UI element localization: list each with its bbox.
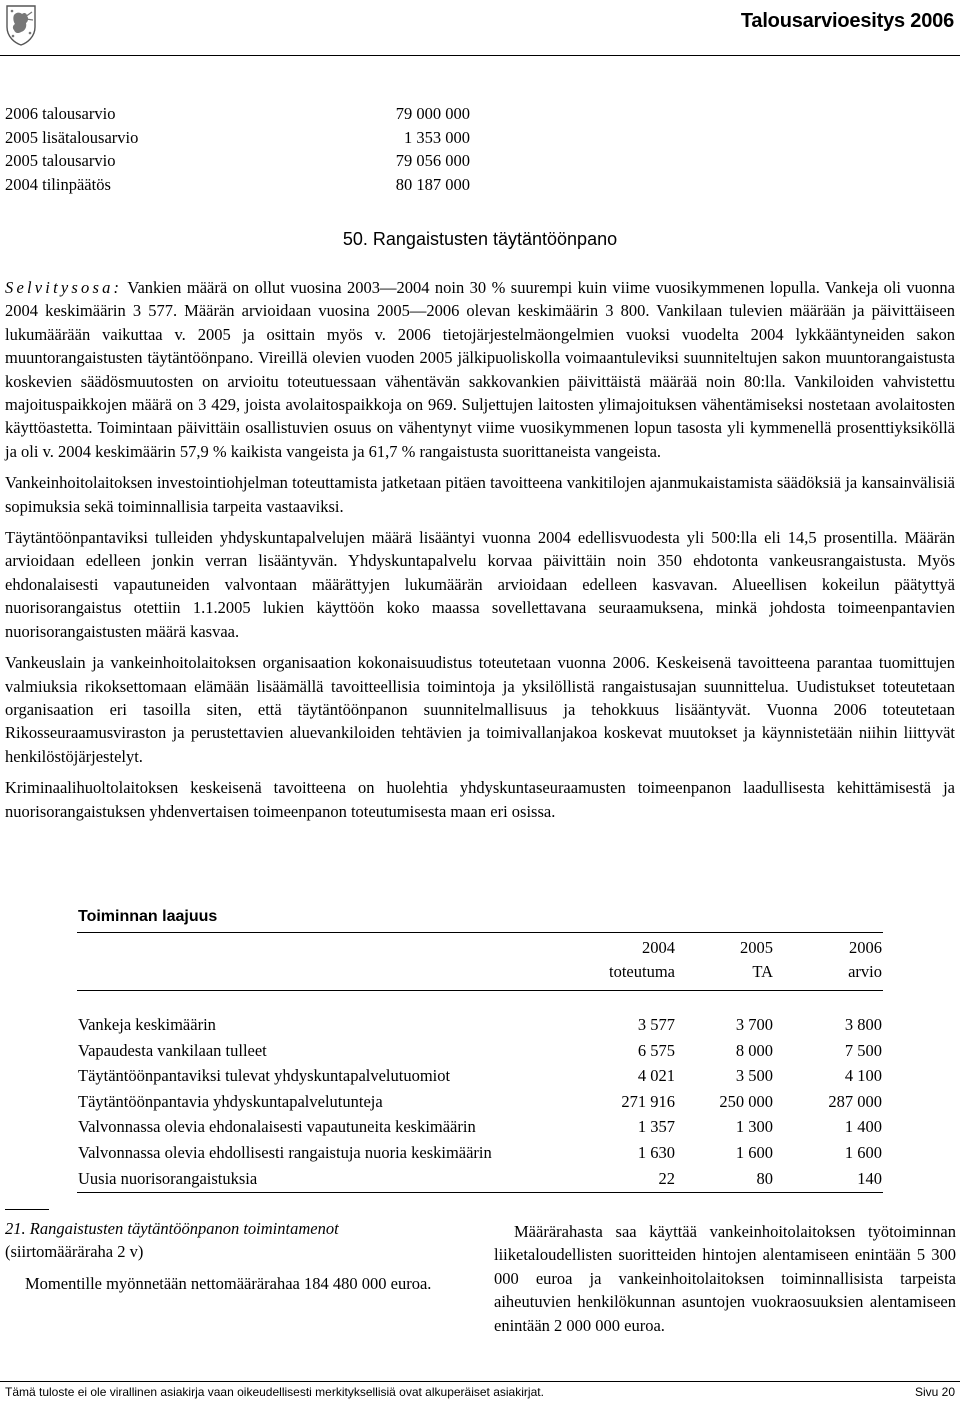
row-label: Uusia nuorisorangaistuksia [78, 1168, 258, 1188]
header-year: 2006 [849, 938, 882, 957]
table-bottom-rule [77, 1192, 883, 1193]
moment-right-column [494, 1220, 956, 1337]
explanation-label: Selvitysosa: [5, 278, 123, 297]
cell-2006: 1 400 [844, 1117, 882, 1137]
budget-summary [5, 102, 475, 196]
table-row [77, 1063, 883, 1089]
budget-line-label: 2005 talousarvio [5, 151, 116, 170]
row-label: Valvonnassa olevia ehdollisesti rangaistuja nuoria keskimäärin [78, 1142, 492, 1162]
cell-2006: 1 600 [844, 1142, 882, 1162]
budget-line [5, 126, 475, 150]
header-sub: toteutuma [609, 961, 675, 981]
budget-line [5, 173, 475, 197]
footer-disclaimer: Tämä tuloste ei ole virallinen asiakirja vaan oikeudellisesti merkityksellisiä ovat alkuperäiset asiakirjat. [5, 1385, 544, 1399]
column-header-2006 [848, 936, 882, 983]
moment-heading [5, 1217, 467, 1264]
header-divider [0, 55, 960, 56]
section-heading: 50. Rangaistusten täytäntöönpano [342, 229, 618, 249]
table-header-rule [77, 990, 883, 991]
cell-2006: 7 500 [844, 1040, 882, 1060]
moment-right-text: Määrärahasta saa käyttää vankeinhoitolaitoksen työtoiminnan liiketaloudellisten suoritteiden hintojen alentamiseen enintään 5 300 000 euroa ja vankeinhoitolaitoksen toiminnallisista tarpeista aiheutuvien henkilökunnan asuntojen vuokraosuuksien alentamiseen enintään 2 000 000 euroa. [494, 1222, 956, 1335]
cell-2004: 271 916 [621, 1091, 675, 1111]
paragraph-text: Vankien määrä on ollut vuosina 2003—2004 noin 30 % suurempi kuin viime vuosikymmenen lopulla. Vankeja oli vuonna 2004 keskimäärin 3 577. Määrän arvioidaan vuosina 2005—2006 olevan keskimäärin 3 800. Vankilaan tulevien määrään ja päivittäiseen lukumäärään vaikuttaa v. 2005 ja osittain myös v. 2006 tietojärjestelmäongelmien vuoksi vuodelta 2004 lykkääntyneiden sakon muuntorangaistusten täytäntöönpano. Vireillä olevien vuoden 2005 jälkipuoliskolla voimaantuleviksi suunniteltujen sakon muuntorangaistusta koskevien säädösmuutosten on arvioitu toteutuessaan vähentävän sakkovankien päivittäistä määrää noin 80:lla. Vankiloiden vahvistettu majoituspaikkojen määrä on 3 429, joista avolaitospaikkoja on 969. Suljettujen laitosten ylimajoituksen vähentämiseksi nostetaan avolaitosten käyttöastetta. Toimintaan päivittäin osallistuvien osuus on vähentynyt viime vuosikymmenen lopun tasosta yli kymmenellä prosenttiyksiköllä ja oli v. 2004 keskimäärin 57,9 % kaikista vangeista ja 61,7 % rangaistusta suorittaneista vangeista. [5, 278, 955, 461]
cell-2005: 80 [756, 1168, 773, 1188]
footer-divider [0, 1381, 960, 1382]
cell-2004: 4 021 [637, 1066, 675, 1086]
budget-line-amount: 79 056 000 [395, 151, 470, 170]
header-year: 2004 [642, 938, 675, 957]
header-sub: TA [752, 961, 773, 981]
cell-2004: 3 577 [637, 1015, 675, 1034]
cell-2006: 3 800 [844, 1015, 882, 1034]
cell-2006: 140 [857, 1168, 882, 1188]
table-row [77, 1140, 883, 1166]
cell-2005: 8 000 [735, 1040, 773, 1060]
header-year: 2005 [740, 938, 773, 957]
row-label: Täytäntöönpantaviksi tulevat yhdyskuntapalvelutuomiot [78, 1066, 451, 1086]
page-number: Sivu 20 [914, 1385, 955, 1399]
column-header-2005 [740, 936, 773, 983]
column-header-2004 [609, 936, 675, 983]
paragraph [5, 276, 955, 463]
cell-2004: 22 [658, 1168, 675, 1188]
budget-line-label: 2006 talousarvio [5, 104, 116, 123]
moment-subtitle: (siirtomääräraha 2 v) [5, 1242, 144, 1262]
section-divider [5, 1209, 49, 1210]
row-label: Täytäntöönpantavia yhdyskuntapalvelutunteja [78, 1091, 383, 1111]
table-row [77, 1114, 883, 1140]
cell-2004: 1 357 [637, 1117, 675, 1137]
paragraph: Kriminaalihuoltolaitoksen keskeisenä tavoitteena on huolehtia yhdyskuntaseuraamusten toimeenpanon laadullisesta kehittämisestä ja nuorisorangaistuksen yhdenvertaisen toimeenpanon toteutumisesta maan eri osissa. [5, 778, 955, 821]
table-body [77, 1012, 883, 1191]
table-row [77, 1089, 883, 1115]
cell-2006: 287 000 [828, 1091, 882, 1111]
budget-line [5, 102, 475, 126]
paragraph: Vankeuslain ja vankeinhoitolaitoksen organisaation kokonaisuudistus toteutetaan vuonna 2006. Keskeisenä tavoitteena parantaa tuomittujen valmiuksia rikoksettomaan elämään lisäämällä tavoitteellisia toimintoja ja yksilöllistä rangaistusajan suunnittelua. Uudistukset toteutetaan organisaation eri tasoilla siten, että täytäntöönpanon suunnitelmallisuus ja tehokkuus lisääntyvät. Vuonna 2006 toteutetaan Rikosseuraamusviraston ja perustettavien aluevankiloiden tehtävien ja toimivallanjakoa koskevat muutokset ja käynnistetään niihin liittyvät henkilöstöjärjestelyt. [5, 653, 955, 766]
table-title: Toiminnan laajuus [78, 908, 218, 925]
table-row [77, 1038, 883, 1064]
budget-line-label: 2005 lisätalousarvio [5, 127, 139, 147]
explanation-section [5, 276, 955, 831]
cell-2004: 1 630 [637, 1142, 675, 1162]
table-row [77, 1012, 883, 1038]
cell-2005: 3 500 [735, 1066, 773, 1086]
moment-text: Momentille myönnetään nettomäärärahaa 184 480 000 euroa. [25, 1273, 432, 1293]
document-title: Talousarvioesitys 2006 [740, 10, 954, 32]
budget-line [5, 149, 475, 173]
cell-2006: 4 100 [844, 1066, 882, 1086]
table-row [77, 1166, 883, 1192]
paragraph: Vankeinhoitolaitoksen investointiohjelman toteuttamista jatketaan pitäen tavoitteena vankitilojen ajanmukaistamista säädöksiä ja kansainvälisiä sopimuksia sekä toiminnallisia tarpeita vastaaviksi. [5, 473, 955, 516]
budget-line-label: 2004 tilinpäätös [5, 174, 111, 194]
budget-line-amount: 80 187 000 [395, 174, 470, 194]
row-label: Valvonnassa olevia ehdonalaisesti vapautuneita keskimäärin [78, 1117, 476, 1137]
moment-left-column [5, 1217, 467, 1303]
row-label: Vapaudesta vankilaan tulleet [78, 1040, 267, 1060]
row-label: Vankeja keskimäärin [78, 1015, 216, 1034]
cell-2005: 1 600 [735, 1142, 773, 1162]
cell-2005: 250 000 [719, 1091, 773, 1111]
header-sub: arvio [848, 961, 882, 981]
budget-line-amount: 79 000 000 [395, 104, 470, 123]
cell-2004: 6 575 [637, 1040, 675, 1060]
cell-2005: 1 300 [735, 1117, 773, 1137]
table-top-rule [77, 932, 883, 933]
moment-title: 21. Rangaistusten täytäntöönpanon toimintamenot [5, 1219, 339, 1238]
budget-line-amount: 1 353 000 [404, 127, 470, 147]
finnish-lion-coat-of-arms-icon [3, 3, 39, 47]
cell-2005: 3 700 [735, 1015, 773, 1034]
paragraph: Täytäntöönpantaviksi tulleiden yhdyskuntapalvelujen määrä lisääntyi vuonna 2004 edellisvuodesta yli 500:lla eli 14,5 prosentilla. Määrän arvioidaan edelleen jonkin verran lisääntyvän. Yhdyskuntapalvelu korvaa päivittäin noin 350 ehdotonta vankeusrangaistusta. Myös ehdonalaisesti vapautuneiden valvontaan määrättyjen lukumäärän arvioidaan edelleen kasvavan. Alueellisen kokeilun päätyttyä nuorisorangaistus otettiin 1.1.2005 lukien käyttöön koko maassa sovellettavana seuraamuksena, minkä johdosta toimeenpantavien nuorisorangaistusten määrä kasvaa. [5, 528, 955, 641]
